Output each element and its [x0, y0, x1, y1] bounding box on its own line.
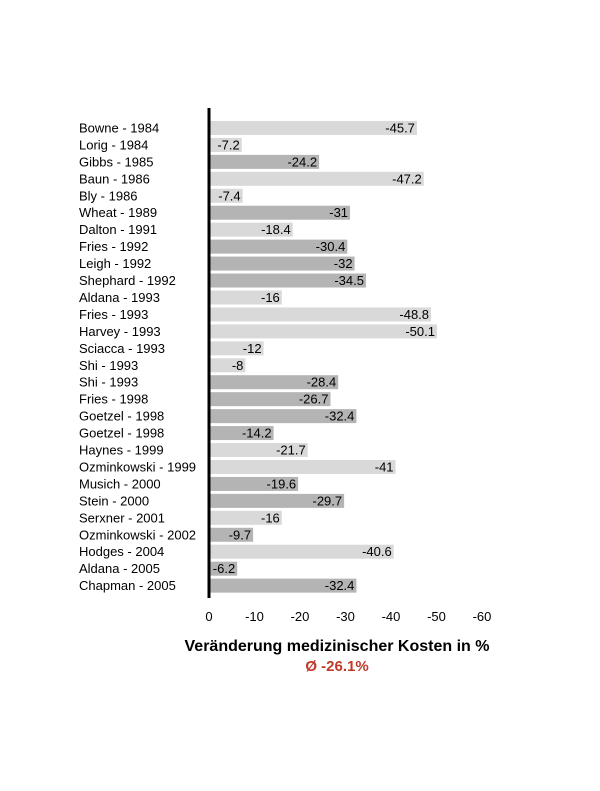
value-label: -32.4: [324, 408, 355, 424]
category-label: Wheat - 1989: [79, 205, 158, 221]
category-label: Haynes - 1999: [79, 442, 164, 458]
value-label: -12: [242, 340, 262, 356]
value-label: -34.5: [334, 273, 364, 289]
value-label: -19.6: [266, 476, 297, 492]
category-label: Aldana - 1993: [79, 289, 160, 305]
category-label: Goetzel - 1998: [79, 425, 165, 441]
value-label: -14.2: [241, 425, 272, 441]
x-tick-label: -50: [427, 609, 446, 624]
bar: [209, 324, 437, 338]
value-label: -29.7: [312, 493, 343, 509]
bar: [209, 307, 431, 321]
category-label: Bowne - 1984: [79, 120, 160, 136]
category-label: Stein - 2000: [79, 493, 150, 509]
category-label: Fries - 1992: [79, 239, 149, 255]
value-label: -47.2: [392, 171, 422, 187]
category-label: Hodges - 2004: [79, 544, 165, 560]
value-label: -8: [231, 357, 244, 373]
x-tick-label: -30: [336, 609, 355, 624]
category-label: Shephard - 1992: [79, 273, 176, 289]
category-label: Shi - 1993: [79, 357, 139, 373]
x-tick-label: -40: [381, 609, 401, 624]
x-axis-label: Veränderung medizinischer Kosten in %: [184, 638, 490, 655]
bar: [209, 460, 396, 474]
value-label: -7.4: [218, 188, 241, 204]
category-label: Dalton - 1991: [79, 222, 158, 238]
category-label: Musich - 2000: [79, 476, 161, 492]
category-label: Chapman - 2005: [79, 578, 176, 594]
category-label: Ozminkowski - 2002: [79, 527, 197, 543]
category-labels: [79, 120, 196, 593]
category-label: Harvey - 1993: [79, 323, 161, 339]
value-label: -21.7: [276, 442, 306, 458]
value-label: -30.4: [315, 239, 346, 255]
value-label: -28.4: [306, 374, 337, 390]
value-label: -41: [374, 459, 394, 475]
category-label: Gibbs - 1985: [79, 154, 154, 170]
category-label: Goetzel - 1998: [79, 408, 165, 424]
value-label: -16: [261, 510, 280, 526]
category-label: Ozminkowski - 1999: [79, 459, 197, 475]
x-tick-label: -20: [290, 609, 310, 624]
average-subtitle: Ø -26.1%: [305, 658, 369, 675]
category-label: Sciacca - 1993: [79, 340, 165, 356]
value-label: -50.1: [405, 323, 435, 339]
bar: [209, 257, 355, 271]
value-label: -32: [333, 256, 353, 272]
x-tick-label: 0: [205, 609, 213, 624]
category-label: Bly - 1986: [79, 188, 138, 204]
value-label: -32.4: [324, 578, 355, 594]
x-axis-ticks: [205, 609, 491, 624]
value-label: -26.7: [298, 391, 329, 407]
x-tick-label: -10: [245, 609, 264, 624]
value-label: -48.8: [399, 306, 430, 322]
category-label: Lorig - 1984: [79, 137, 149, 153]
category-label: Fries - 1993: [79, 306, 149, 322]
x-tick-label: -60: [472, 609, 492, 624]
value-label: -7.2: [217, 137, 240, 153]
category-label: Fries - 1998: [79, 391, 149, 407]
category-label: Serxner - 2001: [79, 510, 165, 526]
value-label: -45.7: [385, 120, 415, 136]
value-label: -18.4: [261, 222, 291, 238]
category-label: Shi - 1993: [79, 374, 139, 390]
category-label: Aldana - 2005: [79, 561, 160, 577]
value-label: -24.2: [287, 154, 318, 170]
value-label: -6.2: [212, 561, 236, 577]
value-label: -9.7: [228, 527, 252, 543]
category-label: Baun - 1986: [79, 171, 150, 187]
category-label: Leigh - 1992: [79, 256, 152, 272]
value-label: -40.6: [362, 544, 392, 560]
value-label: -16: [261, 289, 280, 305]
value-label: -31: [329, 205, 349, 221]
